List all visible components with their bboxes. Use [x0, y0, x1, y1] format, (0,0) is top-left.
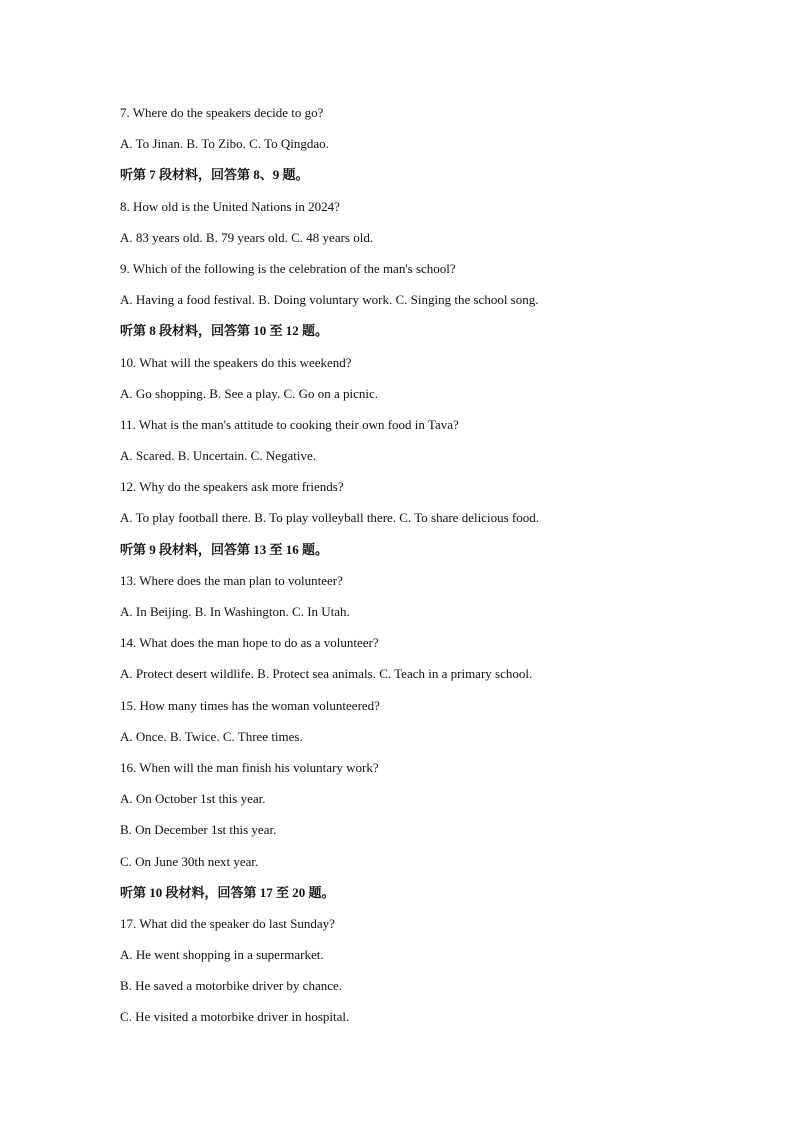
section-heading-10: 听第 10 段材料，回答第 17 至 20 题。 [120, 884, 335, 900]
question-10: 10. What will the speakers do this weekend? [120, 354, 352, 370]
options-9: A. Having a food festival. B. Doing voluntary work. C. Singing the school song. [120, 292, 539, 308]
option-17-c: C. He visited a motorbike driver in hospital. [120, 1009, 350, 1025]
document-page [120, 103, 720, 1039]
options-11: A. Scared. B. Uncertain. C. Negative. [120, 448, 317, 464]
question-15: 15. How many times has the woman volunteered? [120, 697, 380, 713]
question-13: 13. Where does the man plan to volunteer? [120, 572, 343, 588]
options-8: A. 83 years old. B. 79 years old. C. 48 years old. [120, 229, 374, 245]
question-8: 8. How old is the United Nations in 2024? [120, 198, 340, 214]
question-14: 14. What does the man hope to do as a volunteer? [120, 635, 379, 651]
options-7: A. To Jinan. B. To Zibo. C. To Qingdao. [120, 136, 329, 152]
options-15: A. Once. B. Twice. C. Three times. [120, 728, 303, 744]
options-12: A. To play football there. B. To play volleyball there. C. To share delicious food. [120, 510, 539, 526]
options-10: A. Go shopping. B. See a play. C. Go on a picnic. [120, 385, 379, 401]
option-16-c: C. On June 30th next year. [120, 853, 259, 869]
question-12: 12. Why do the speakers ask more friends? [120, 479, 344, 495]
options-14: A. Protect desert wildlife. B. Protect sea animals. C. Teach in a primary school. [120, 666, 533, 682]
option-16-b: B. On December 1st this year. [120, 822, 277, 838]
option-16-a: A. On October 1st this year. [120, 791, 266, 807]
question-7: 7. Where do the speakers decide to go? [120, 105, 324, 120]
section-heading-8: 听第 8 段材料，回答第 10 至 12 题。 [120, 323, 329, 339]
question-11: 11. What is the man's attitude to cooking their own food in Tava? [120, 416, 459, 432]
question-16: 16. When will the man finish his voluntary work? [120, 759, 379, 775]
question-9: 9. Which of the following is the celebration of the man's school? [120, 260, 456, 276]
section-heading-7: 听第 7 段材料，回答第 8、9 题。 [120, 167, 309, 183]
options-13: A. In Beijing. B. In Washington. C. In Utah. [120, 604, 350, 619]
option-17-a: A. He went shopping in a supermarket. [120, 947, 324, 963]
question-17: 17. What did the speaker do last Sunday? [120, 915, 335, 931]
section-heading-9: 听第 9 段材料，回答第 13 至 16 题。 [120, 541, 329, 557]
option-17-b: B. He saved a motorbike driver by chance. [120, 978, 343, 994]
